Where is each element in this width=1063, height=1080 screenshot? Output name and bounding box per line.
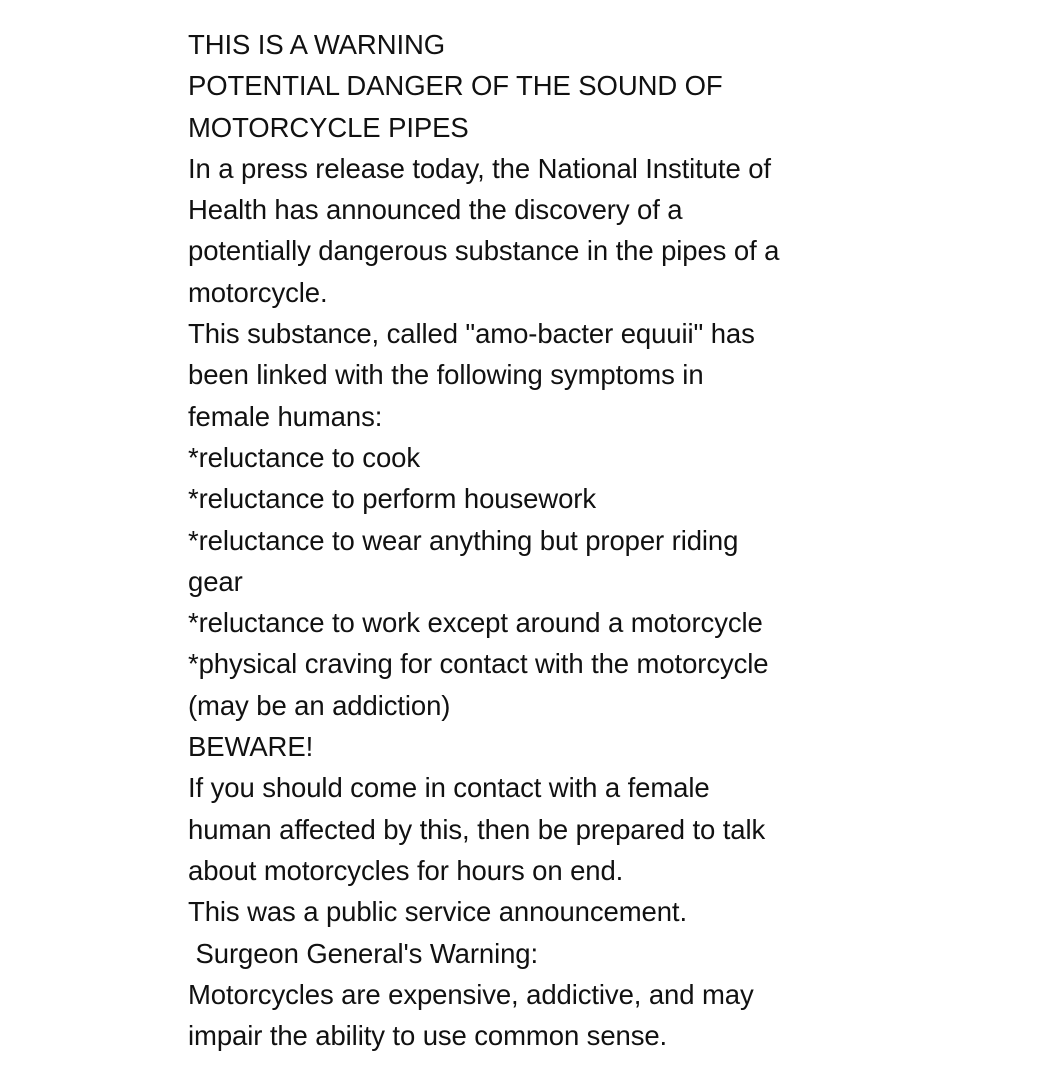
symptom-item: *physical craving for contact with the motorcycle bbox=[188, 648, 769, 680]
body-line: impair the ability to use common sense. bbox=[188, 1020, 668, 1052]
body-line: been linked with the following symptoms in bbox=[188, 359, 704, 391]
symptom-item: *reluctance to wear anything but proper riding bbox=[188, 524, 739, 556]
warning-text-block bbox=[188, 24, 1048, 1056]
body-line: about motorcycles for hours on end. bbox=[188, 854, 624, 886]
body-line: If you should come in contact with a female bbox=[188, 772, 710, 804]
body-line: This substance, called "amo-bacter equuii" has bbox=[188, 318, 755, 350]
heading-line-2: POTENTIAL DANGER OF THE SOUND OF bbox=[188, 70, 723, 102]
beware-line: BEWARE! bbox=[188, 731, 314, 763]
body-line: Health has announced the discovery of a bbox=[188, 194, 683, 226]
body-line: female humans: bbox=[188, 400, 383, 432]
body-line: Motorcycles are expensive, addictive, and may bbox=[188, 978, 754, 1010]
announcement-line: This was a public service announcement. bbox=[188, 896, 687, 928]
body-line: human affected by this, then be prepared to talk bbox=[188, 813, 766, 845]
body-line: potentially dangerous substance in the pipes of a bbox=[188, 235, 780, 267]
body-line: In a press release today, the National Institute of bbox=[188, 152, 771, 184]
surgeon-general-heading: Surgeon General's Warning: bbox=[188, 937, 539, 969]
body-line: motorcycle. bbox=[188, 276, 328, 308]
heading-line-1: THIS IS A WARNING bbox=[188, 29, 446, 60]
symptom-item: *reluctance to work except around a motorcycle bbox=[188, 607, 763, 639]
symptom-item-continued: gear bbox=[188, 565, 243, 597]
symptom-item: *reluctance to perform housework bbox=[188, 483, 596, 515]
heading-line-3: MOTORCYCLE PIPES bbox=[188, 111, 469, 143]
symptom-item-continued: (may be an addiction) bbox=[188, 689, 451, 721]
symptom-item: *reluctance to cook bbox=[188, 441, 420, 473]
